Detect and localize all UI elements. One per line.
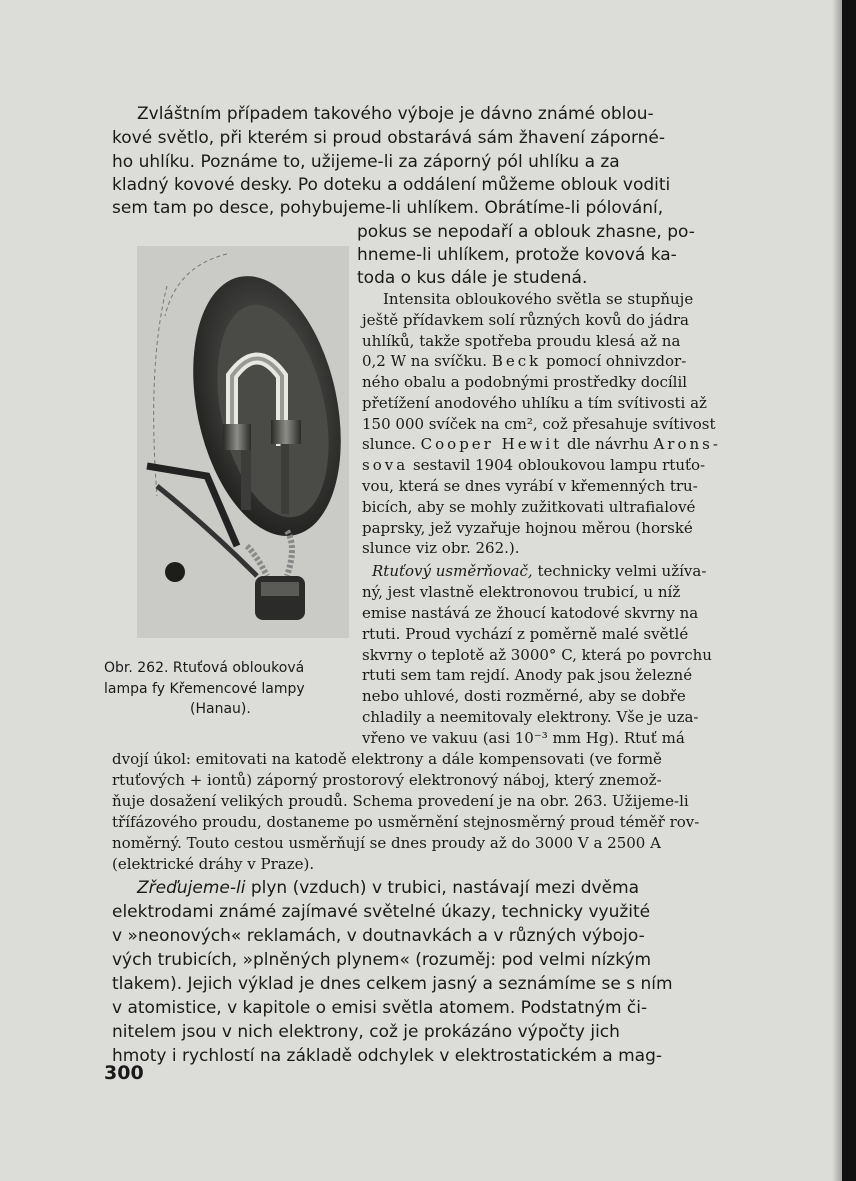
page-number: 300 <box>104 1062 144 1084</box>
author-name-beck: Beck <box>491 352 542 370</box>
paragraph-3-line: rtuti. Proud vychází z poměrně malé světlé <box>362 625 689 643</box>
paragraph-1-line: Zvláštním případem takového výboje je dávno známé oblou- <box>137 104 654 124</box>
paragraph-2-line: uhlíků, takže spotřeba proudu klesá až na <box>362 332 681 350</box>
paragraph-4-line: vých trubicích, »plněných plynem« (rozuměj: pod velmi nízkým <box>112 950 652 970</box>
text-segment: slunce. <box>362 435 416 453</box>
paragraph-3-line: chladily a neemitovaly elektrony. Vše je uza- <box>362 708 699 726</box>
term-rarefy: Zřeďujeme-li <box>137 878 246 898</box>
paragraph-1-line: sem tam po desce, pohybujeme-li uhlíkem. Obrátíme-li pólování, <box>112 198 664 218</box>
paragraph-1-line: hneme-li uhlíkem, protože kovová ka- <box>357 245 677 265</box>
paragraph-3-line: třífázového proudu, dostaneme po usměrnění stejnosměrný proud téměř rov- <box>112 813 700 831</box>
paragraph-3-line <box>372 564 706 579</box>
author-name-cooper-hewit: Cooper Hewit <box>420 435 563 453</box>
paragraph-4-line: tlakem). Jejich výklad je dnes celkem jasný a seznámíme se s ním <box>112 974 673 994</box>
paragraph-1-line: kladný kovové desky. Po doteku a oddálení můžeme oblouk voditi <box>112 175 671 195</box>
paragraph-3-line: noměrný. Touto cestou usměrňují se dnes proudy až do 3000 V a 2500 A <box>112 834 661 852</box>
page-edge-shadow <box>832 0 842 1181</box>
paragraph-3-line: (elektrické dráhy v Praze). <box>112 855 315 873</box>
text-segment: dle návrhu <box>567 435 649 453</box>
paragraph-1-line: ho uhlíku. Poznáme to, užijeme-li za záporný pól uhlíku a za <box>112 152 620 172</box>
paragraph-3-line: rtuťových + iontů) záporný prostorový elektronový náboj, který znemož- <box>112 771 662 789</box>
author-name-arons-end: sova <box>362 456 409 474</box>
paragraph-3-line: dvojí úkol: emitovati na katodě elektrony a dále kompensovati (ve formě <box>112 750 662 768</box>
paragraph-2-line: slunce viz obr. 262.). <box>362 539 520 557</box>
paragraph-3-line: emise nastává ze žhoucí katodové skvrny na <box>362 604 699 622</box>
paragraph-2-line: 150 000 svíček na cm², což přesahuje svítivost <box>362 415 716 433</box>
paragraph-1-line: toda o kus dále je studená. <box>357 268 588 288</box>
paragraph-2-line <box>362 458 705 473</box>
figure-262-illustration <box>137 246 349 638</box>
paragraph-3-line: nebo uhlové, dosti rozměrné, aby se dobře <box>362 687 686 705</box>
paragraph-1-line: kové světlo, při kterém si proud obstarává sám žhavení záporné- <box>112 128 665 148</box>
paragraph-4-line: elektrodami známé zajímavé světelné úkazy, technicky využité <box>112 902 651 922</box>
paragraph-3-line: ný, jest vlastně elektronovou trubicí, u níž <box>362 583 681 601</box>
paragraph-2-line: ného obalu a podobnými prostředky docílil <box>362 373 688 391</box>
figure-caption: (Hanau). <box>190 701 251 717</box>
paragraph-1-line: pokus se nepodaří a oblouk zhasne, po- <box>357 222 695 242</box>
paragraph-3-line: vřeno ve vakuu (asi 10⁻³ mm Hg). Rtuť má <box>362 729 685 747</box>
paragraph-2-line: přetížení anodového uhlíku a tím svítivosti až <box>362 394 707 412</box>
arc-lamp-illustration-icon <box>137 246 349 638</box>
paragraph-4-line: hmoty i rychlostí na základě odchylek v elektrostatickém a mag- <box>112 1046 663 1066</box>
paragraph-4-line: v atomistice, v kapitole o emisi světla atomem. Podstatným či- <box>112 998 648 1018</box>
paragraph-2-line: bicích, aby se mohly zužitkovati ultrafialové <box>362 498 696 516</box>
term-rectifier: Rtuťový usměrňovač, <box>372 562 533 580</box>
text-segment: plyn (vzduch) v trubici, nastávají mezi dvěma <box>250 878 640 898</box>
paragraph-2-line <box>362 437 721 452</box>
text-segment: technicky velmi užíva- <box>537 562 707 580</box>
figure-caption: lampa fy Křemencové lampy <box>104 681 305 697</box>
figure-caption: Obr. 262. Rtuťová oblouková <box>104 660 305 676</box>
paragraph-3-line: skvrny o teplotě až 3000° C, která po povrchu <box>362 646 712 664</box>
paragraph-2-line <box>362 354 686 369</box>
paragraph-2-line: Intensita obloukového světla se stupňuje <box>383 290 694 308</box>
author-name-arons: Arons- <box>653 435 721 453</box>
paragraph-4-line: nitelem jsou v nich elektrony, což je prokázáno výpočty jich <box>112 1022 620 1042</box>
text-segment: pomocí ohnivzdor- <box>546 352 687 370</box>
paragraph-2-line: paprsky, jež vyzařuje hojnou měrou (horské <box>362 519 693 537</box>
paragraph-4-line: v »neonových« reklamách, v doutnavkách a v různých výbojo- <box>112 926 645 946</box>
paragraph-2-line: ještě přídavkem solí různých kovů do jádra <box>362 311 689 329</box>
text-segment: 0,2 W na svíčku. <box>362 352 488 370</box>
paragraph-4-line <box>137 880 639 897</box>
paragraph-3-line: ňuje dosažení velikých proudů. Schema provedení je na obr. 263. Užijeme-li <box>112 792 689 810</box>
text-segment: sestavil 1904 obloukovou lampu rtuťo- <box>412 456 706 474</box>
paragraph-2-line: vou, která se dnes vyrábí v křemenných tru- <box>362 477 698 495</box>
book-binding-edge <box>842 0 856 1181</box>
paragraph-3-line: rtuti sem tam rejdí. Anody pak jsou železné <box>362 666 693 684</box>
